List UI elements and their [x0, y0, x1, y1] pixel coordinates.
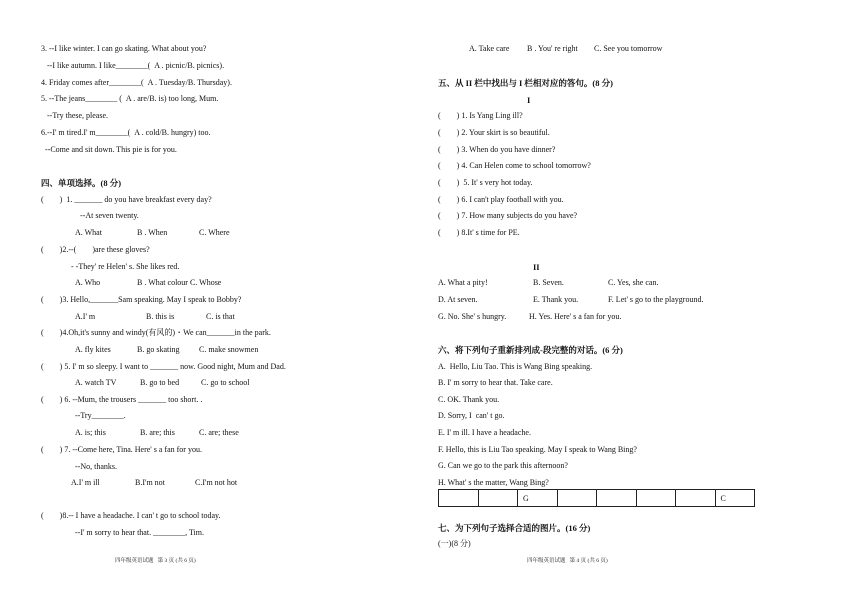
dialogue-sentence: G. Can we go to the park this afternoon?: [438, 461, 568, 470]
dialogue-sentence: E. I' m ill. I have a headache.: [438, 428, 531, 437]
question-line: --At seven twenty.: [80, 211, 139, 220]
question-line: - -They' re Helen' s. She likes red.: [71, 262, 180, 271]
section-title: 四、单项选择。(8 分): [41, 178, 122, 188]
dialogue-sentence: C. OK. Thank you.: [438, 395, 500, 404]
option: A. watch TV: [75, 378, 117, 387]
answer-option: G. No. She' s hungry.: [438, 312, 507, 321]
option: B.I'm not: [135, 478, 165, 487]
text-line: 6.--I' m tired.I' m________( A . cold/B. hungry) too.: [41, 128, 211, 137]
question-line: --No, thanks.: [75, 462, 117, 471]
option: B . When: [137, 228, 168, 237]
text-line: --Come and sit down. This pie is for you.: [41, 145, 177, 154]
answer-option: F. Let' s go to the playground.: [608, 295, 704, 304]
option: A.I' m ill: [71, 478, 100, 487]
match-item: ( ) 6. I can't play football with you.: [438, 195, 564, 204]
option: B. go to bed: [140, 378, 180, 387]
option: C. are; these: [199, 428, 239, 437]
answer-cell[interactable]: C: [715, 490, 755, 507]
option: B. go skating: [137, 345, 180, 354]
dialogue-sentence: D. Sorry, I can' t go.: [438, 411, 505, 420]
option: C. go to school: [201, 378, 250, 387]
question: ( )8.-- I have a headache. I can' t go to school today.: [41, 511, 221, 520]
question-line: --Try________.: [75, 411, 126, 420]
answer-cell[interactable]: [439, 490, 479, 507]
question: ( ) 5. I' m so sleepy. I want to _______ now. Good night, Mum and Dad.: [41, 362, 286, 371]
question: ( ) 6. --Mum, the trousers _______ too short. .: [41, 395, 203, 404]
option: C. See you tomorrow: [594, 44, 663, 53]
answer-cell[interactable]: [597, 490, 637, 507]
question: ( ) 7. --Come here, Tina. Here' s a fan for you.: [41, 445, 202, 454]
text-line: --I like autumn. I like________( A . picnic/B. picnics).: [41, 61, 225, 70]
answer-grid: [438, 489, 755, 507]
question: ( )4.Oh,it's sunny and windy(有风的)・We can_______in the park.: [41, 328, 271, 337]
answer-option: H. Yes. Here' s a fan for you.: [529, 312, 622, 321]
subsection-title: (一)(8 分): [438, 539, 471, 548]
answer-option: A. What a pity!: [438, 278, 488, 287]
option: B. this is: [146, 312, 175, 321]
match-item: ( ) 3. When do you have dinner?: [438, 145, 556, 154]
option: A. Take care: [469, 44, 510, 53]
option: B. are; this: [140, 428, 175, 437]
question: ( )2.--( )are these gloves?: [41, 245, 150, 254]
option: A. Who: [75, 278, 101, 287]
option: C. make snowmen: [199, 345, 259, 354]
answer-cell[interactable]: [676, 490, 716, 507]
question-line: --I' m sorry to hear that. ________, Tim.: [75, 528, 204, 537]
match-item: ( ) 8.It' s time for PE.: [438, 228, 520, 237]
answer-option: C. Yes, she can.: [608, 278, 659, 287]
section-title: 七、为下列句子选择合适的图片。(16 分): [438, 523, 591, 533]
text-line: 4. Friday comes after________( A . Tuesday/B. Thursday).: [41, 78, 232, 87]
option: C. Where: [199, 228, 230, 237]
option: C. is that: [206, 312, 235, 321]
option: B . What colour C. Whose: [137, 278, 222, 287]
answer-option: B. Seven.: [533, 278, 564, 287]
answer-cell[interactable]: [478, 490, 518, 507]
column-heading: II: [533, 262, 540, 272]
option: C.I'm not hot: [195, 478, 238, 487]
answer-cell[interactable]: G: [518, 490, 558, 507]
column-heading: I: [527, 95, 531, 105]
dialogue-sentence: H. What' s the matter, Wang Bing?: [438, 478, 549, 487]
answer-option: D. At seven.: [438, 295, 478, 304]
option: A. fly kites: [75, 345, 111, 354]
section-title: 六、将下列句子重新排列成-段完整的对话。(6 分): [438, 345, 623, 355]
match-item: ( ) 7. How many subjects do you have?: [438, 211, 578, 220]
option: A. is; this: [75, 428, 106, 437]
text-line: --Try these, please.: [41, 111, 109, 120]
match-item: ( ) 2. Your skirt is so beautiful.: [438, 128, 550, 137]
option: B . You' re right: [527, 44, 578, 53]
page-footer: 四年级英语试题 第 4 页 (共 6 页): [527, 558, 608, 564]
option: A. What: [75, 228, 102, 237]
dialogue-sentence: B. I' m sorry to hear that. Take care.: [438, 378, 553, 387]
match-item: ( ) 1. Is Yang Ling ill?: [438, 111, 523, 120]
answer-cell[interactable]: [557, 490, 597, 507]
dialogue-sentence: A. Hello, Liu Tao. This is Wang Bing speaking.: [438, 362, 593, 371]
dialogue-sentence: F. Hello, this is Liu Tao speaking. May I speak to Wang Bing?: [438, 445, 637, 454]
answer-cell[interactable]: [636, 490, 676, 507]
question: ( ) 1. _______ do you have breakfast every day?: [41, 195, 212, 204]
match-item: ( ) 5. It' s very hot today.: [438, 178, 533, 187]
match-item: ( ) 4. Can Helen come to school tomorrow?: [438, 161, 591, 170]
page-footer: 四年级英语试题 第 3 页 (共 6 页): [115, 558, 196, 564]
section-title: 五、从 II 栏中找出与 I 栏相对应的答句。(8 分): [438, 78, 613, 88]
text-line: 3. --I like winter. I can go skating. What about you?: [41, 44, 207, 53]
text-line: 5. --The jeans________ ( A . are/B. is) too long, Mum.: [41, 94, 219, 103]
question: ( )3. Hello,_______Sam speaking. May I speak to Bobby?: [41, 295, 242, 304]
answer-option: E. Thank you.: [533, 295, 579, 304]
option: A.I' m: [75, 312, 96, 321]
